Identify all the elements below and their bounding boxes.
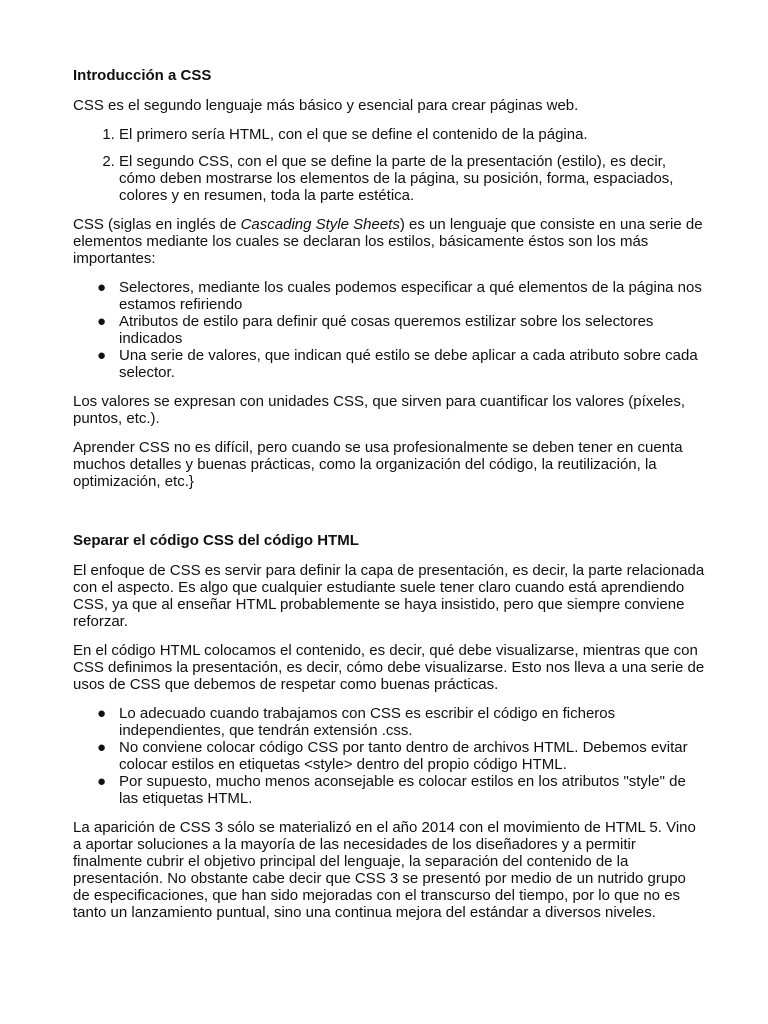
list-item <box>97 773 705 807</box>
bullet-icon: ● <box>97 313 107 330</box>
list-item-text: No conviene colocar código CSS por tanto dentro de archivos HTML. Debemos evitar colocar estilos en etiquetas <style> dentro del propio código HTML. <box>119 739 688 773</box>
css3-paragraph: La aparición de CSS 3 sólo se materializó en el año 2014 con el movimiento de HTML 5. Vino a aportar soluciones a la mayoría de las necesidades de los diseñadores y a permitir finalmente cubrir el objetivo principal del lenguaje, la separación del contenido de la presentación. No obstante cabe decir que CSS 3 se presentó por medio de un nutrido grupo de especificaciones, que han sido mejoradas con el transcurso del tiempo, por lo que no es tanto un lanzamiento puntual, sino una continua mejora del estándar a diversos niveles. <box>73 819 696 921</box>
content-paragraph: En el código HTML colocamos el contenido, es decir, qué debe visualizarse, mientras que con CSS definimos la presentación, es decir, cómo debe visualizarse. Esto nos lleva a una serie de usos de CSS que debemos de respetar como buenas prácticas. <box>73 642 705 693</box>
definition-text-before: CSS (siglas en inglés de <box>73 216 241 233</box>
list-item-text: Atributos de estilo para definir qué cosas queremos estilizar sobre los selectores indicados <box>119 313 654 347</box>
units-paragraph: Los valores se expresan con unidades CSS, que sirven para cuantificar los valores (píxeles, puntos, etc.). <box>73 393 685 427</box>
list-item-text: Lo adecuado cuando trabajamos con CSS es escribir el código en ficheros independientes, que tendrán extensión .css. <box>119 705 616 739</box>
list-item-text: Una serie de valores, que indican qué estilo se debe aplicar a cada atributo sobre cada selector. <box>119 347 698 381</box>
list-item <box>97 279 705 313</box>
section-title-intro: Introducción a CSS <box>73 67 212 84</box>
bullet-icon: ● <box>97 279 107 296</box>
css-elements-list <box>73 279 705 381</box>
bullet-icon: ● <box>97 773 107 790</box>
list-item <box>97 739 705 773</box>
section-title-separate: Separar el código CSS del código HTML <box>73 532 359 549</box>
definition-paragraph <box>73 216 705 267</box>
document-body <box>73 67 705 933</box>
intro-paragraph: CSS es el segundo lenguaje más básico y esencial para crear páginas web. <box>73 97 579 114</box>
good-practices-list <box>73 705 705 807</box>
ordered-list-item: 1. El primero sería HTML, con el que se define el contenido de la página. <box>119 126 705 143</box>
definition-text-after: ) es un lenguaje que consiste en una serie de elementos mediante los cuales se declaran los estilos, básicamente éstos son los más importantes: <box>73 216 703 267</box>
definition-term: Cascading Style Sheets <box>240 216 400 233</box>
list-item-text: Selectores, mediante los cuales podemos especificar a qué elementos de la página nos estamos refiriendo <box>119 279 702 313</box>
list-item <box>97 347 705 381</box>
section-spacer <box>73 502 705 532</box>
list-item <box>97 705 705 739</box>
ordered-list-item: 2. El segundo CSS, con el que se define la parte de la presentación (estilo), es decir, cómo deben mostrarse los elementos de la página, su posición, forma, espaciados, colores y en resumen, toda la parte estética. <box>119 153 705 204</box>
list-item-text: Por supuesto, mucho menos aconsejable es colocar estilos en los atributos "style" de las etiquetas HTML. <box>119 773 686 807</box>
focus-paragraph: El enfoque de CSS es servir para definir la capa de presentación, es decir, la parte relacionada con el aspecto. Es algo que cualquier estudiante suele tener claro cuando está aprendiendo CSS, ya que al enseñar HTML probablemente se haya insistido, pero que siempre conviene reforzar. <box>73 562 705 630</box>
bullet-icon: ● <box>97 739 107 756</box>
list-item <box>97 313 705 347</box>
bullet-icon: ● <box>97 347 107 364</box>
languages-ordered-list <box>73 126 705 204</box>
learn-paragraph: Aprender CSS no es difícil, pero cuando se usa profesionalmente se deben tener en cuenta muchos detalles y buenas prácticas, como la organización del código, la reutilización, la optimización, etc.} <box>73 439 683 490</box>
bullet-icon: ● <box>97 705 107 722</box>
